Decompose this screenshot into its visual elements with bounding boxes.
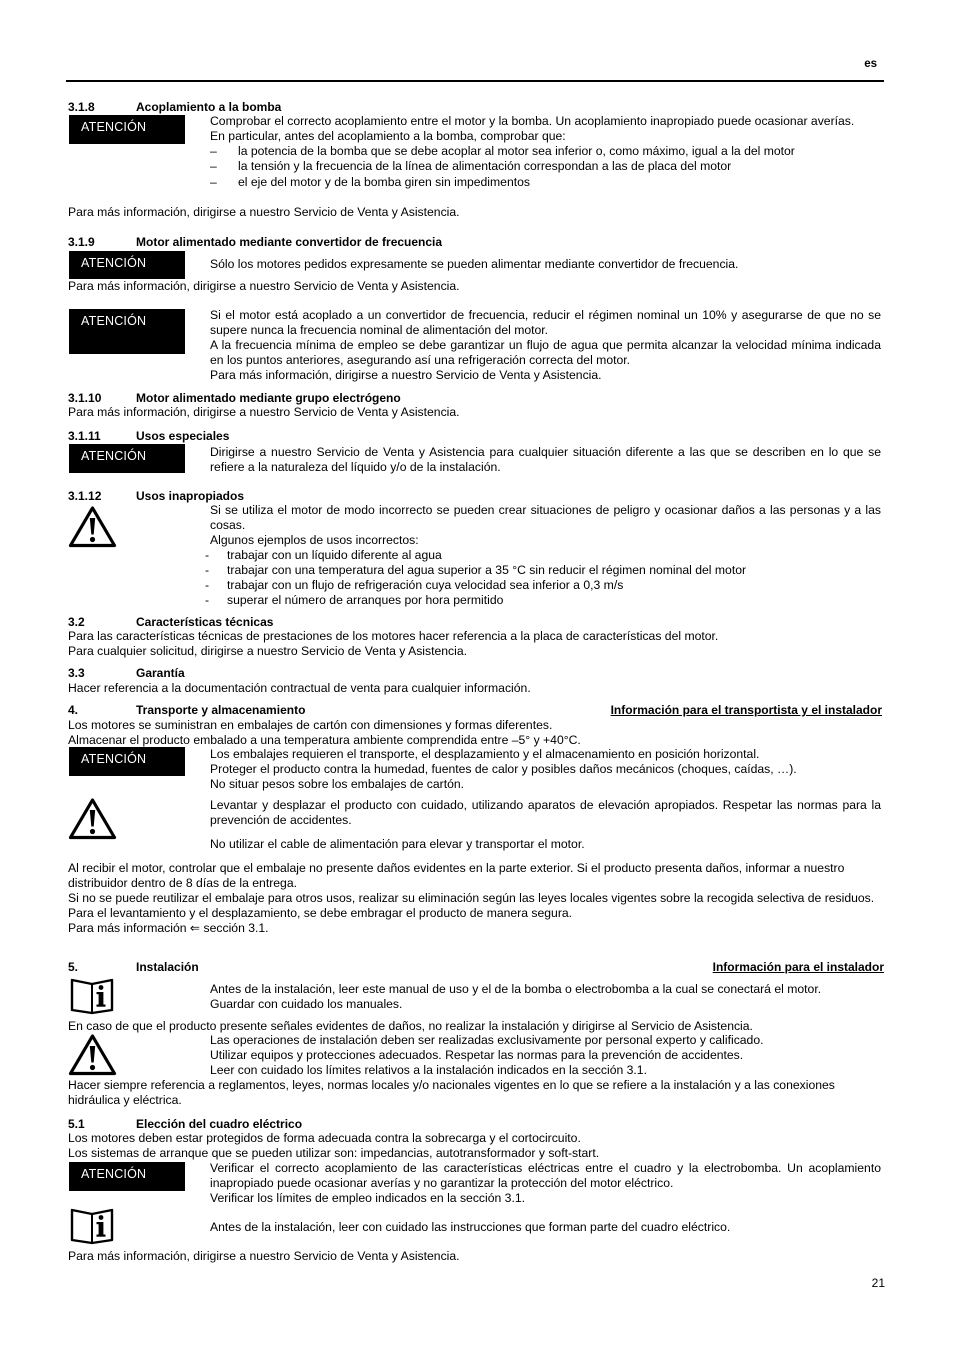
manual-text — [210, 982, 881, 1012]
heading-3-1-8 — [68, 100, 884, 115]
list-item — [210, 159, 881, 174]
paragraph: Los embalajes requieren el transporte, el desplazamiento y el almacenamiento en posición horizontal. — [210, 747, 760, 761]
heading-text: Elección del cuadro eléctrico — [136, 1117, 303, 1131]
list-item-text: el eje del motor y de la bomba giren sin impedimentos — [238, 175, 530, 189]
list-item — [205, 578, 881, 593]
paragraph: Para cualquier solicitud, dirigirse a nuestro Servicio de Venta y Asistencia. — [68, 644, 468, 658]
misuse-text — [205, 503, 881, 608]
heading-text: Garantía — [136, 666, 185, 680]
language-code: es — [864, 58, 877, 70]
paragraph: Para el levantamiento y el desplazamiento, se debe embragar el producto de manera segura. — [68, 906, 573, 920]
heading-number: 3.3 — [68, 666, 85, 680]
heading-number: 3.2 — [68, 615, 85, 629]
heading-text: Características técnicas — [136, 615, 274, 629]
list-item-text: trabajar con un líquido diferente al agua — [227, 548, 442, 562]
paragraph: Leer con cuidado los límites relativos a la instalación indicados en la sección 3.1. — [210, 1063, 647, 1077]
paragraph: Levantar y desplazar el producto con cuidado, utilizando aparatos de elevación apropiados. Respetar las normas para la prevención de accidentes. — [210, 798, 881, 827]
paragraph: No utilizar el cable de alimentación para elevar y transportar el motor. — [210, 837, 585, 851]
paragraph: A la frecuencia mínima de empleo se debe garantizar un flujo de agua que permita alcanzar la velocidad mínima indicada en los puntos anteriores, asegurando así una refrigeración correcta del motor. — [210, 338, 881, 367]
heading-number: 3.1.11 — [68, 429, 101, 443]
attention-badge: ATENCIÓN — [69, 115, 185, 144]
heading-number: 4. — [68, 703, 79, 717]
list-item — [205, 563, 881, 578]
attention-badge: ATENCIÓN — [69, 251, 185, 279]
list-item-text: la potencia de la bomba que se debe acoplar al motor sea inferior o, como máximo, igual a la del motor — [238, 144, 795, 158]
list-item-text: superar el número de arranques por hora permitido — [227, 593, 504, 607]
paragraph: Al recibir el motor, controlar que el embalaje no presente daños evidentes en la parte exterior. Si el producto presenta daños, informar a nuestro distribuidor dentro de 8 días de la entrega. — [68, 861, 845, 890]
manual-info-icon — [68, 977, 116, 1019]
paragraph: Para más información, dirigirse a nuestro Servicio de Venta y Asistencia. — [210, 368, 602, 382]
info-footer: Para más información, dirigirse a nuestro Servicio de Venta y Asistencia. — [68, 1249, 460, 1263]
heading-3-3 — [68, 666, 884, 681]
heading-3-1-11 — [68, 429, 884, 444]
paragraph: Los motores se suministran en embalajes de cartón con dimensiones y formas diferentes. — [68, 718, 553, 732]
heading-5 — [68, 960, 884, 975]
paragraph: Antes de la instalación, leer este manual de uso y el de la bomba o electrobomba a la cual se conectará el motor. — [210, 982, 822, 996]
attention-badge: ATENCIÓN — [69, 747, 185, 776]
info-footer: Para más información, dirigirse a nuestro Servicio de Venta y Asistencia. — [68, 205, 460, 219]
bullet-marker: – — [210, 159, 217, 173]
list-item — [210, 144, 881, 159]
paragraph: Hacer referencia a la documentación contractual de venta para cualquier información. — [68, 681, 531, 695]
bullet-marker: - — [205, 548, 210, 562]
heading-5-1 — [68, 1117, 884, 1132]
heading-number: 5. — [68, 960, 79, 974]
paragraph: Comprobar el correcto acoplamiento entre el motor y la bomba. Un acoplamiento inapropiado puede ocasionar averías. — [210, 114, 855, 128]
paragraph: Verificar los límites de empleo indicados en la sección 3.1. — [210, 1191, 526, 1205]
audience-reference: Información para el transportista y el instalador — [610, 703, 882, 717]
paragraph: Para más información ⇐ sección 3.1. — [68, 921, 269, 935]
heading-3-2 — [68, 615, 884, 630]
manual-info-icon — [68, 1207, 116, 1249]
header-rule — [66, 80, 884, 82]
paragraph: En caso de que el producto presente señales evidentes de daños, no realizar la instalación y dirigirse al Servicio de Asistencia. — [68, 1019, 753, 1033]
heading-number: 3.1.9 — [68, 235, 95, 249]
attention-badge: ATENCIÓN — [69, 444, 185, 473]
list-item — [210, 175, 881, 190]
coupling-text — [210, 114, 881, 190]
paragraph: Guardar con cuidado los manuales. — [210, 997, 403, 1011]
paragraph: Verificar el correcto acoplamiento de las características eléctricas entre el cuadro y la electrobomba. Un acoplamiento inapropiado puede ocasionar averías y no garantizar la protección del motor eléctrico. — [210, 1161, 881, 1190]
receipt-text — [68, 861, 884, 936]
attention-badge: ATENCIÓN — [69, 309, 185, 354]
warning-icon — [68, 1033, 117, 1080]
paragraph: Si no se puede reutilizar el embalaje para otros usos, realizar su eliminación según las leyes locales vigentes sobre la recogida selectiva de residuos. — [68, 891, 875, 905]
list-item — [205, 548, 881, 563]
paragraph: Para más información, dirigirse a nuestro Servicio de Venta y Asistencia. — [68, 405, 460, 419]
paragraph: Sólo los motores pedidos expresamente se pueden alimentar mediante convertidor de frecuencia. — [210, 257, 739, 271]
heading-text: Usos inapropiados — [136, 489, 245, 503]
bullet-marker: – — [210, 144, 217, 158]
heading-text: Instalación — [136, 960, 199, 974]
paragraph: Hacer siempre referencia a reglamentos, leyes, normas locales y/o nacionales vigentes en lo que se refiere a la instalación y a las conexiones hidráulica y eléctrica. — [68, 1078, 835, 1107]
bullet-marker: - — [205, 593, 210, 607]
paragraph: Algunos ejemplos de usos incorrectos: — [210, 533, 419, 547]
converter-text — [210, 308, 881, 383]
warning-icon — [68, 797, 117, 844]
heading-number: 3.1.10 — [68, 391, 102, 405]
paragraph: Utilizar equipos y protecciones adecuados. Respetar las normas para la prevención de accidentes. — [210, 1048, 744, 1062]
heading-3-1-12 — [68, 489, 884, 504]
paragraph: Los motores deben estar protegidos de forma adecuada contra la sobrecarga y el cortocircuito. — [68, 1131, 581, 1145]
paragraph: En particular, antes del acoplamiento a la bomba, comprobar que: — [210, 129, 566, 143]
paragraph: Antes de la instalación, leer con cuidado las instrucciones que forman parte del cuadro eléctrico. — [210, 1220, 731, 1234]
attention-badge: ATENCIÓN — [69, 1162, 185, 1191]
bullet-marker: - — [205, 578, 210, 592]
paragraph: No situar pesos sobre los embalajes de cartón. — [210, 777, 465, 791]
paragraph: Para las características técnicas de prestaciones de los motores hacer referencia a la placa de características del motor. — [68, 629, 719, 643]
list-item-text: trabajar con un flujo de refrigeración cuya velocidad sea inferior a 0,3 m/s — [227, 578, 624, 592]
page-number: 21 — [871, 1276, 885, 1290]
heading-text: Motor alimentado mediante convertidor de frecuencia — [136, 235, 443, 249]
packaging-text — [210, 747, 881, 792]
audience-reference: Información para el instalador — [712, 960, 884, 974]
info-footer: Para más información, dirigirse a nuestro Servicio de Venta y Asistencia. — [68, 279, 460, 293]
heading-text: Transporte y almacenamiento — [136, 703, 306, 717]
list-item-text: la tensión y la frecuencia de la línea de alimentación correspondan a las de placa del motor — [238, 159, 732, 173]
paragraph: Dirigirse a nuestro Servicio de Venta y Asistencia para cualquier situación diferente a las que se describen en lo que se refiere a la naturaleza del líquido y/o de la instalación. — [210, 445, 881, 474]
heading-4 — [68, 703, 882, 718]
lifting-text — [210, 798, 881, 852]
paragraph: Almacenar el producto embalado a una temperatura ambiente comprendida entre –5° y +40°C. — [68, 733, 581, 747]
installation-warning-text — [210, 1033, 881, 1078]
paragraph: Si el motor está acoplado a un convertidor de frecuencia, reducir el régimen nominal un 10% y asegurarse de que no se supere nunca la frecuencia nominal de alimentación del motor. — [210, 308, 881, 337]
bullet-marker: - — [205, 563, 210, 577]
heading-number: 5.1 — [68, 1117, 85, 1131]
technical-text — [68, 629, 884, 659]
paragraph: Las operaciones de instalación deben ser realizadas exclusivamente por personal experto y calificado. — [210, 1033, 764, 1047]
list-item — [205, 593, 881, 608]
paragraph: Si se utiliza el motor de modo incorrecto se pueden crear situaciones de peligro y ocasionar daños a las personas y a las cosas. — [210, 503, 881, 532]
warning-icon — [68, 505, 117, 552]
heading-number: 3.1.8 — [68, 100, 95, 114]
heading-text: Motor alimentado mediante grupo electrógeno — [136, 391, 401, 405]
paragraph: Los sistemas de arranque que se pueden utilizar son: impedancias, autotransformador y soft-start. — [68, 1146, 600, 1160]
heading-3-1-9 — [68, 235, 884, 250]
heading-number: 3.1.12 — [68, 489, 102, 503]
panel-attention-text — [210, 1161, 881, 1206]
transport-intro — [68, 718, 884, 748]
panel-intro — [68, 1131, 884, 1161]
bullet-marker: – — [210, 175, 217, 189]
heading-text: Acoplamiento a la bomba — [136, 100, 282, 114]
heading-text: Usos especiales — [136, 429, 230, 443]
list-item-text: trabajar con una temperatura del agua superior a 35 °C sin reducir el régimen nominal del motor — [227, 563, 747, 577]
heading-3-1-10 — [68, 391, 884, 406]
paragraph: Proteger el producto contra la humedad, fuentes de calor y posibles daños mecánicos (choques, caídas, …). — [210, 762, 797, 776]
